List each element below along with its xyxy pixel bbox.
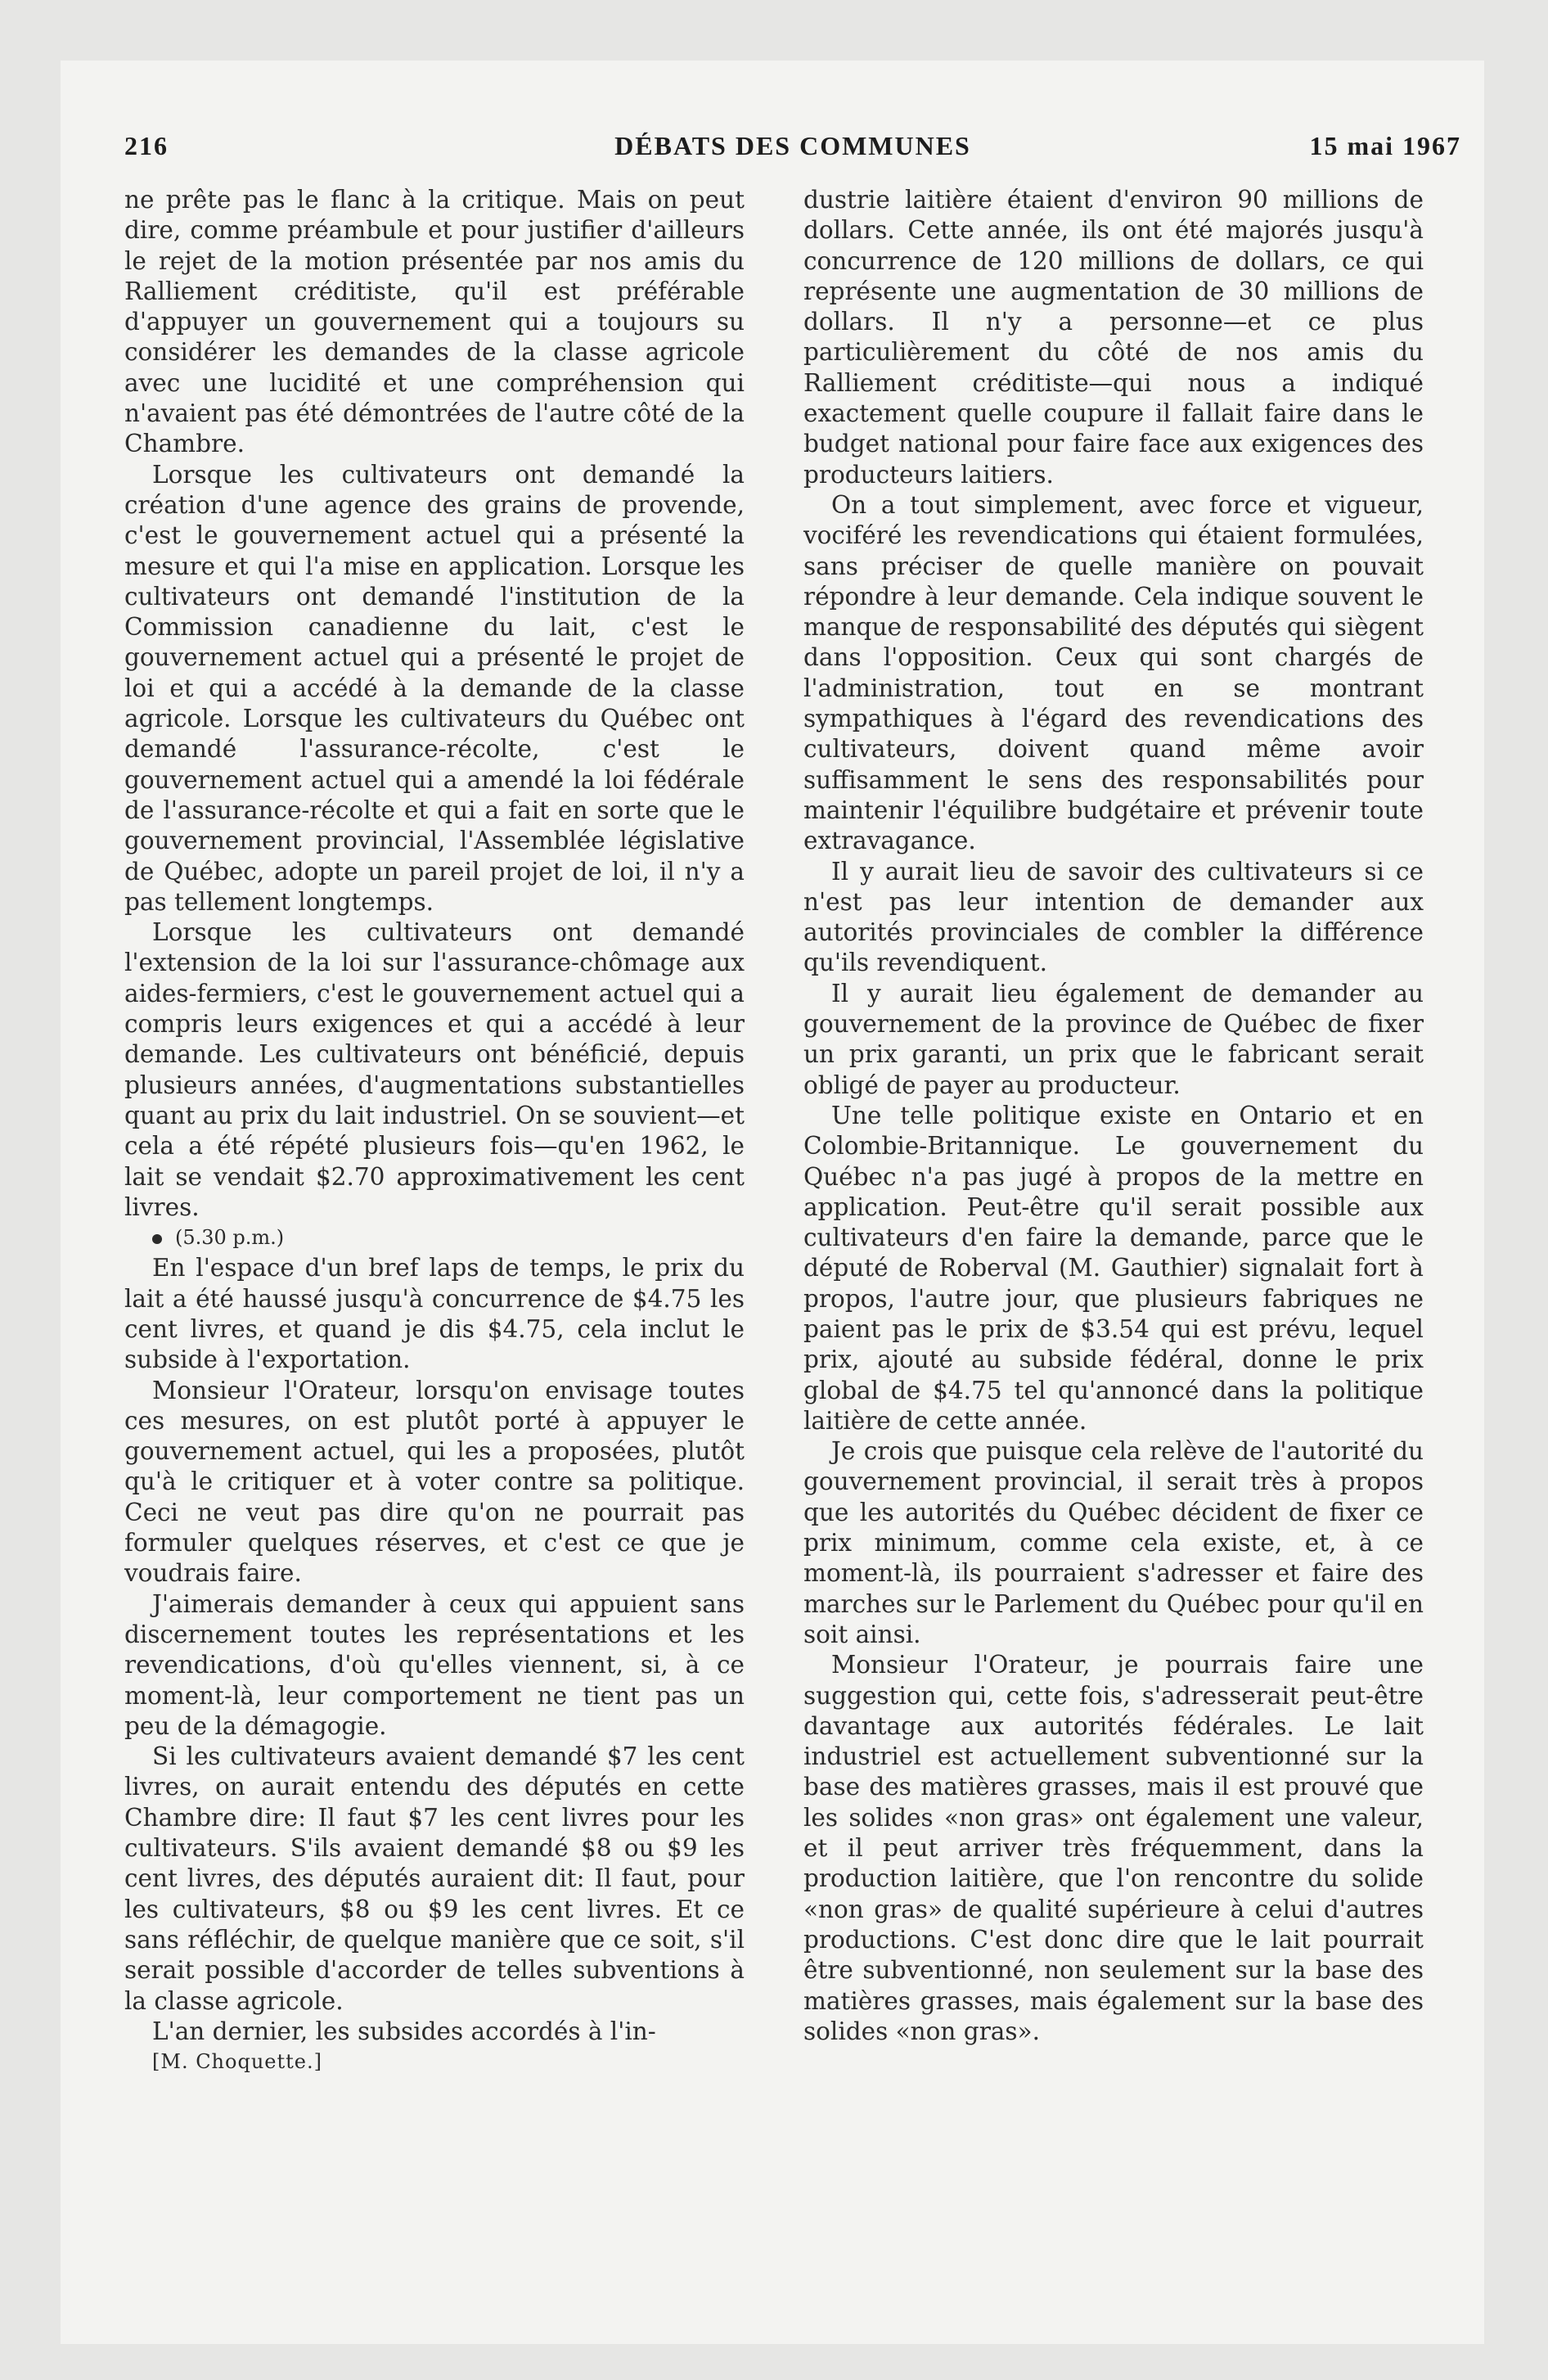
publication-title: DÉBATS DES COMMUNES [614,131,971,160]
paragraph: Lorsque les cultivateurs ont demandé l'extension de la loi sur l'assurance-chômage aux aides-fermiers, c'est le gouvernement actuel qui a compris leurs exigences et qui a accédé à leur demande. Les cultivateurs ont bénéficié, depuis plusieurs années, d'augmentations substantielles quant au prix du lait industriel. On se souvient—et cela a été répété plusieurs fois—qu'en 1962, le lait se vendait $2.70 approximativement les cent livres. [124,918,745,1221]
right-column [803,185,1424,2047]
paragraph: L'an dernier, les subsides accordés à l'in- [152,2017,656,2045]
page-number: 216 [124,131,169,160]
paragraph: Une telle politique existe en Ontario et en Colombie-Britannique. Le gouvernement du Québec n'a pas jugé à propos de la mettre en application. Peut-être qu'il serait possible aux cultivateurs d'en faire la demande, parce que le député de Roberval (M. Gauthier) signalait fort à propos, l'autre jour, que plusieurs fabriques ne paient pas le prix de $3.54 qui est prévu, lequel prix, ajouté au subside fédéral, donne le prix global de $4.75 tel qu'annoncé dans la politique laitière de cette année. [803,1101,1424,1435]
paragraph: Il y aurait lieu de savoir des cultivateurs si ce n'est pas leur intention de demander aux autorités provinciales de combler la différence qu'ils revendiquent. [803,857,1424,977]
paragraph: Lorsque les cultivateurs ont demandé la création d'une agence des grains de provende, c'est le gouvernement actuel qui a présenté la mesure et qui l'a mise en application. Lorsque les cultivateurs ont demandé l'institution de la Commission canadienne du lait, c'est le gouvernement actuel qui a présenté le projet de loi et qui a accédé à la demande de la classe agricole. Lorsque les cultivateurs du Québec ont demandé l'assurance-récolte, c'est le gouvernement actuel qui a amendé la loi fédérale de l'assurance-récolte et qui a fait en sorte que le gouvernement provincial, l'Assemblée législative de Québec, adopte un pareil projet de loi, il n'y a pas tellement longtemps. [124,460,745,916]
paragraph: Si les cultivateurs avaient demandé $7 les cent livres, on aurait entendu des députés en cette Chambre dire: Il faut $7 les cent livres pour les cultivateurs. S'ils avaient demandé $8 ou $9 les cent livres, des députés auraient dit: Il faut, pour les cultivateurs, $8 ou $9 les cent livres. Et ce sans réfléchir, de quelque manière que ce soit, s'il serait possible d'accorder de telles subventions à la classe agricole. [124,1742,745,2015]
document-page [61,61,1484,2344]
paragraph: Monsieur l'Orateur, je pourrais faire une suggestion qui, cette fois, s'adresserait peut-être davantage aux autorités fédérales. Le lait industriel est actuellement subventionné sur la base des matières grasses, mais il est prouvé que les solides «non gras» ont également une valeur, et il peut arriver très fréquemment, dans la production laitière, que l'on rencontre du solide «non gras» de qualité supérieure à celui d'autres productions. C'est donc dire que le lait pourrait être subventionné, non seulement sur la base des matières grasses, mais également sur la base des solides «non gras». [803,1651,1424,2045]
paragraph: J'aimerais demander à ceux qui appuient sans discernement toutes les représentations et les revendications, d'où qu'elles viennent, si, à ce moment-là, leur comportement ne tient pas un peu de la démagogie. [124,1589,745,1740]
time-marker-text: (5.30 p.m.) [175,1226,285,1250]
paragraph: Je crois que puisque cela relève de l'autorité du gouvernement provincial, il serait très à propos que les autorités du Québec décident de fixer ce prix minimum, comme cela existe, et, à ce moment-là, ils pourraient s'adresser et faire des marches sur le Parlement du Québec pour qu'il en soit ainsi. [803,1437,1424,1648]
paragraph: dustrie laitière étaient d'environ 90 millions de dollars. Cette année, ils ont été majorés jusqu'à concurrence de 120 millions de dollars, ce qui représente une augmentation de 30 millions de dollars. Il n'y a personne—et ce plus particulièrement du côté de nos amis du Ralliement créditiste—qui nous a indiqué exactement quelle coupure il fallait faire dans le budget national pour faire face aux exigences des producteurs laitiers. [803,186,1424,489]
time-marker [124,1223,745,1253]
paragraph: On a tout simplement, avec force et vigueur, vociféré les revendications qui étaient formulées, sans préciser de quelle manière on pouvait répondre à leur demande. Cela indique souvent le manque de responsabilité des députés qui siègent dans l'opposition. Ceux qui sont chargés de l'administration, tout en se montrant sympathiques à l'égard des revendications des cultivateurs, doivent quand même avoir suffisamment le sens des responsabilités pour maintenir l'équilibre budgétaire et prévenir toute extravagance. [803,490,1424,855]
paragraph: Il y aurait lieu également de demander au gouvernement de la province de Québec de fixer un prix garanti, un prix que le fabricant serait obligé de payer au producteur. [803,979,1424,1099]
paragraph: En l'espace d'un bref laps de temps, le prix du lait a été haussé jusqu'à concurrence de $4.75 les cent livres, et quand je dis $4.75, cela inclut le subside à l'exportation. [124,1254,745,1374]
publication-date: 15 mai 1967 [1309,131,1461,160]
paragraph: ne prête pas le flanc à la critique. Mais on peut dire, comme préambule et pour justifier d'ailleurs le rejet de la motion présentée par nos amis du Ralliement créditiste, qu'il est préférable d'appuyer un gouvernement qui a toujours su considérer les demandes de la classe agricole avec une lucidité et une compréhension qui n'avaient pas été démontrées de l'autre côté de la Chambre. [124,186,745,458]
bullet-icon [152,1234,162,1244]
left-column [124,185,745,2077]
page-header [124,131,1461,167]
speaker-attribution: [M. Choquette.] [152,2050,322,2074]
paragraph: Monsieur l'Orateur, lorsqu'on envisage toutes ces mesures, on est plutôt porté à appuyer le gouvernement actuel, qui les a proposées, plutôt qu'à le critiquer et à voter contre sa politique. Ceci ne veut pas dire qu'on ne pourrait pas formuler quelques réserves, et c'est ce que je voudrais faire. [124,1376,745,1588]
